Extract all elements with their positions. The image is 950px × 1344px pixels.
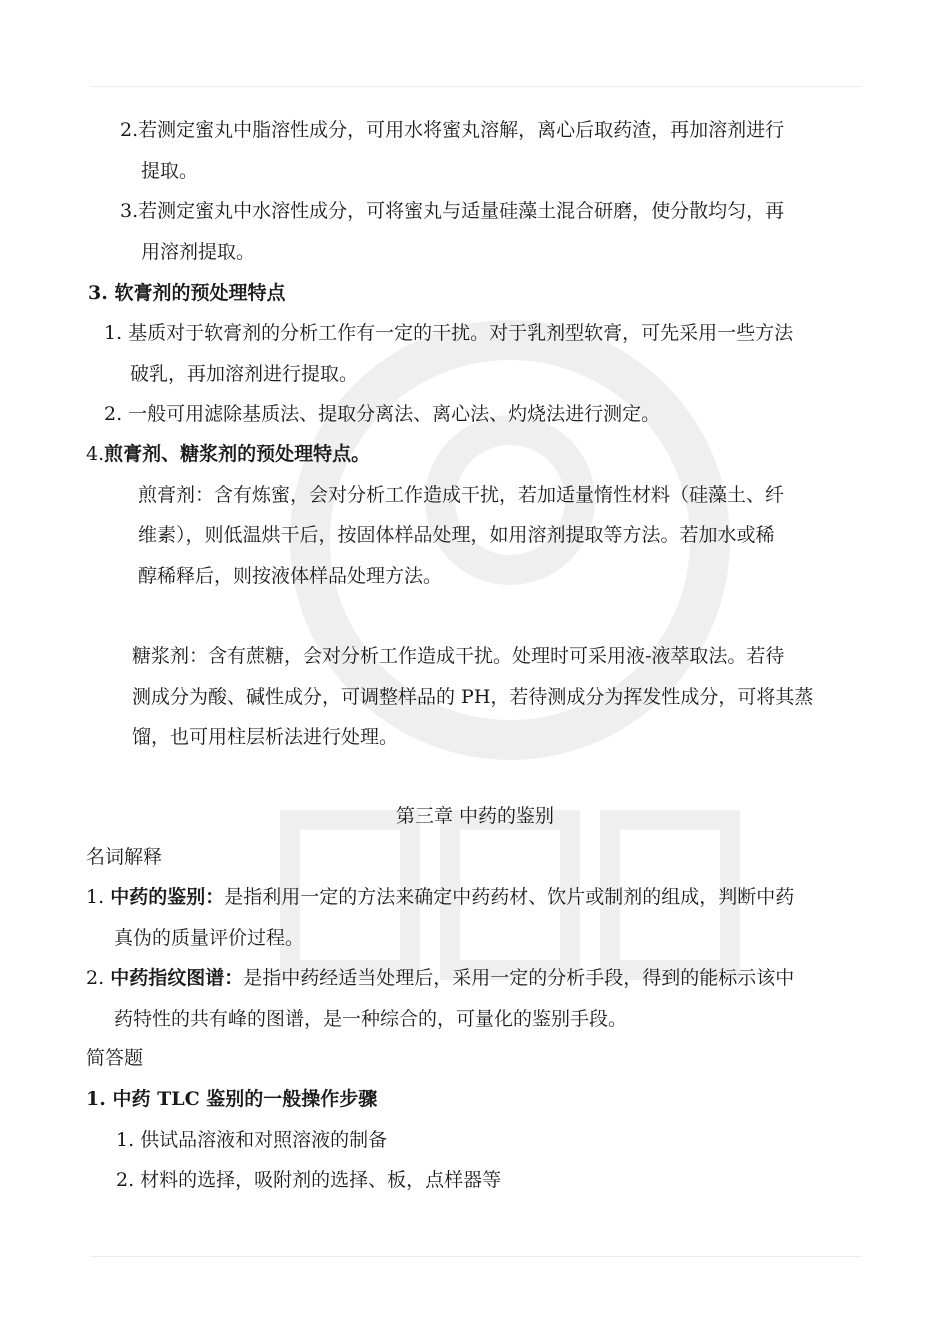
honey-pill-item-2-line-2: 提取。 — [141, 160, 199, 182]
decoction-para-2-line-2: 测成分为酸、碱性成分，可调整样品的 PH，若待测成分为挥发性成分，可将其蒸 — [132, 686, 814, 708]
term-item-1-line-1 — [86, 885, 794, 909]
term-item-2-definition: 是指中药经适当处理后，采用一定的分析手段，得到的能标示该中 — [243, 967, 795, 989]
qa-question-1-heading: 1. 中药 TLC 鉴别的一般操作步骤 — [86, 1088, 378, 1110]
qa-question-1-step-1: 1. 供试品溶液和对照溶液的制备 — [116, 1129, 388, 1151]
term-item-2-line-1 — [86, 966, 794, 990]
term-item-2-line-2: 药特性的共有峰的图谱，是一种综合的，可量化的鉴别手段。 — [114, 1008, 628, 1030]
honey-pill-item-3-line-1: 3.若测定蜜丸中水溶性成分，可将蜜丸与适量硅藻土混合研磨，使分散均匀，再 — [120, 200, 785, 222]
term-item-2-number: 2. — [86, 967, 105, 989]
ointment-item-1-line-1: 1. 基质对于软膏剂的分析工作有一定的干扰。对于乳剂型软膏，可先采用一些方法 — [104, 322, 794, 344]
decoction-heading-number: 4. — [86, 443, 105, 465]
term-item-1-line-2: 真伪的质量评价过程。 — [114, 927, 305, 949]
ointment-heading: 3. 软膏剂的预处理特点 — [88, 282, 286, 304]
term-item-1-term: 中药的鉴别： — [110, 886, 225, 908]
term-item-2-term: 中药指纹图谱： — [110, 967, 244, 989]
term-item-1-number: 1. — [86, 886, 105, 908]
footer-rule — [90, 1256, 862, 1257]
honey-pill-item-2-line-1: 2.若测定蜜丸中脂溶性成分，可用水将蜜丸溶解，离心后取药渣，再加溶剂进行 — [120, 119, 785, 141]
decoction-para-1-line-3: 醇稀释后，则按液体样品处理方法。 — [138, 565, 443, 587]
term-item-1-definition: 是指利用一定的方法来确定中药药材、饮片或制剂的组成，判断中药 — [224, 886, 795, 908]
header-rule — [90, 86, 862, 87]
honey-pill-item-3-line-2: 用溶剂提取。 — [141, 241, 256, 263]
qa-heading: 简答题 — [86, 1047, 144, 1069]
decoction-para-2-line-1: 糖浆剂：含有蔗糖，会对分析工作造成干扰。处理时可采用液-液萃取法。若待 — [132, 645, 785, 667]
ointment-item-2: 2. 一般可用滤除基质法、提取分离法、离心法、灼烧法进行测定。 — [104, 403, 661, 425]
decoction-para-2-line-3: 馏，也可用柱层析法进行处理。 — [132, 726, 399, 748]
decoction-para-1-line-1: 煎膏剂：含有炼蜜，会对分析工作造成干扰，若加适量惰性材料（硅藻土、纤 — [138, 484, 785, 506]
decoction-heading — [86, 442, 370, 466]
chapter-title: 第三章 中药的鉴别 — [395, 805, 555, 827]
decoction-heading-text: 煎膏剂、糖浆剂的预处理特点。 — [104, 443, 371, 465]
decoction-para-1-line-2: 维素），则低温烘干后，按固体样品处理，如用溶剂提取等方法。若加水或稀 — [138, 524, 775, 546]
terms-heading: 名词解释 — [86, 846, 163, 868]
ointment-item-1-line-2: 破乳，再加溶剂进行提取。 — [130, 363, 359, 385]
qa-question-1-step-2: 2. 材料的选择，吸附剂的选择、板，点样器等 — [116, 1169, 502, 1191]
